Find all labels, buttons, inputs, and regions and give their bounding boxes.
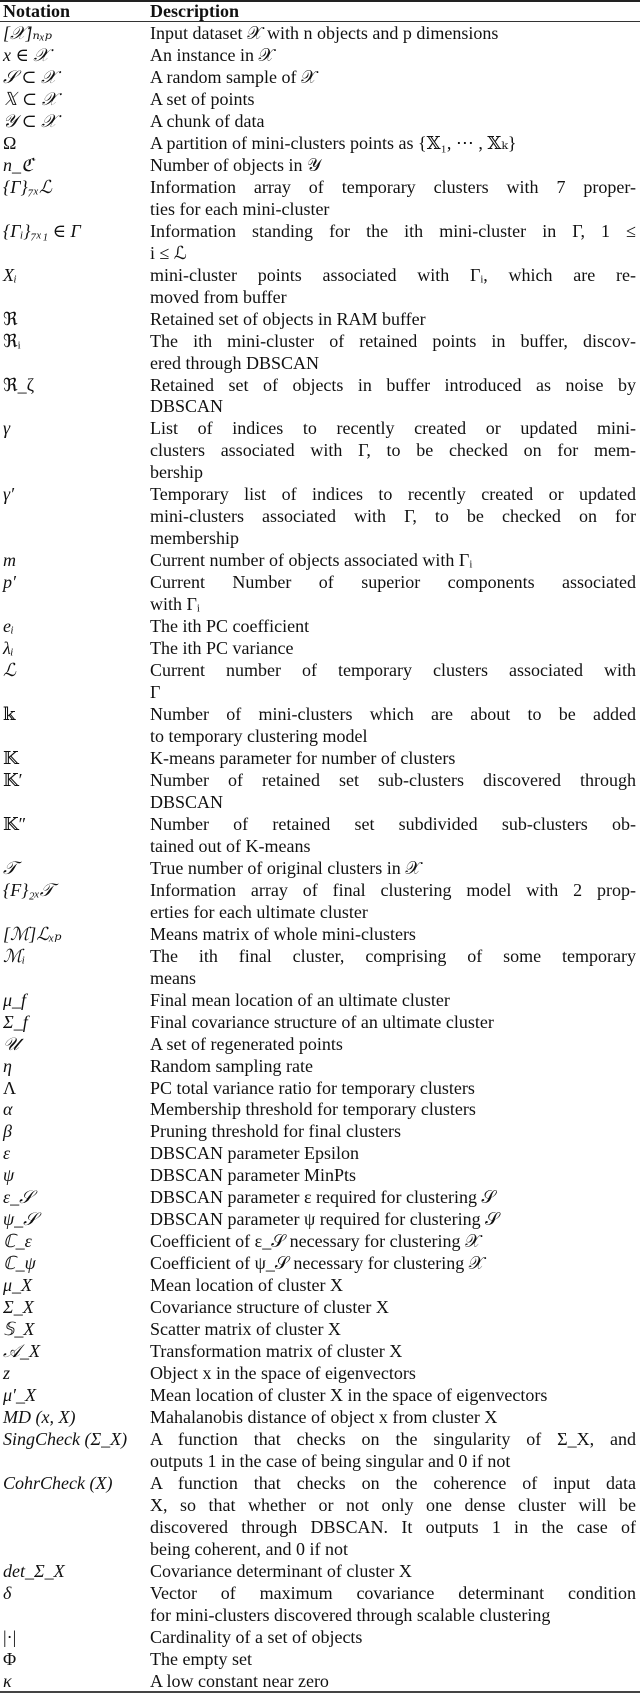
description-line: DBSCAN parameter ψ required for clustering 𝒮 <box>150 1209 500 1230</box>
description-line: Γ <box>150 682 161 703</box>
description-cell <box>150 924 636 946</box>
notation-cell: 𝕂 <box>3 747 19 768</box>
notation-cell: ℂ_ψ <box>3 1253 36 1274</box>
notation-cell: κ <box>3 1670 12 1691</box>
notation-cell: Φ <box>3 1648 17 1669</box>
table-row <box>0 1012 640 1034</box>
description-cell <box>150 858 636 880</box>
table-row <box>0 418 640 484</box>
description-cell <box>150 155 636 177</box>
description-cell <box>150 418 636 484</box>
header-notation: Notation <box>3 1 70 21</box>
description-cell <box>150 880 636 924</box>
description-line: for mini-clusters discovered through scalable clustering <box>150 1604 551 1625</box>
description-cell <box>150 89 636 111</box>
description-line: i ≤ ℒ <box>150 242 187 263</box>
description-line: Retained set of objects in RAM buffer <box>150 308 426 329</box>
description-cell <box>150 1209 636 1231</box>
table-header <box>0 1 640 21</box>
table-row <box>0 1363 640 1385</box>
description-cell <box>150 1034 636 1056</box>
description-line: An instance in 𝒳 <box>150 44 274 65</box>
description-line: moved from buffer <box>150 286 287 307</box>
description-line: DBSCAN parameter ε required for clustering 𝒮 <box>150 1187 496 1208</box>
description-line: A function that checks on the singularity of Σ_X, and <box>150 1429 636 1449</box>
description-cell <box>150 1341 636 1363</box>
description-cell <box>150 616 636 638</box>
notation-cell: μ_X <box>3 1275 33 1296</box>
notation-cell: η <box>3 1055 12 1076</box>
table-row <box>0 550 640 572</box>
description-line: clusters associated with Γ, to be checked on for mem- <box>150 440 636 461</box>
description-cell <box>150 484 636 550</box>
description-cell <box>150 704 636 748</box>
header-description: Description <box>150 1 239 21</box>
description-cell <box>150 67 636 89</box>
description-line: Information standing for the ith mini-cluster in Γ, 1 ≤ <box>150 220 636 241</box>
notation-cell: ℜᵢ <box>3 330 21 351</box>
table-row <box>0 1473 640 1561</box>
description-cell <box>150 1627 636 1649</box>
table-row <box>0 1385 640 1407</box>
description-cell <box>150 1165 636 1187</box>
description-line: DBSCAN parameter Epsilon <box>150 1143 359 1164</box>
description-cell <box>150 1649 636 1671</box>
description-line: Covariance structure of cluster X <box>150 1297 389 1318</box>
notation-cell: ℜ <box>3 308 18 329</box>
description-line: A low constant near zero <box>150 1670 329 1691</box>
description-cell <box>150 265 636 309</box>
table-row <box>0 1078 640 1100</box>
description-line: Final mean location of an ultimate cluster <box>150 989 450 1010</box>
description-cell <box>150 221 636 265</box>
description-line: erties for each ultimate cluster <box>150 901 368 922</box>
bottom-rule <box>0 1691 640 1693</box>
description-line: Number of objects in 𝒴 <box>150 154 322 175</box>
description-line: A function that checks on the coherence of input data <box>150 1472 636 1493</box>
notation-cell: {F}₂ₓ𝒯 <box>3 879 54 900</box>
notation-cell: Λ <box>3 1077 17 1098</box>
description-line: mini-cluster points associated with Γᵢ, which are re- <box>150 264 636 285</box>
notation-cell: Ω <box>3 132 17 153</box>
description-line: True number of original clusters in 𝒳 <box>150 857 421 878</box>
table-row <box>0 616 640 638</box>
notation-cell: α <box>3 1099 13 1120</box>
description-line: A set of regenerated points <box>150 1033 343 1054</box>
notation-cell: 𝒜_X <box>3 1341 41 1362</box>
table-row <box>0 1253 640 1275</box>
table-row <box>0 111 640 133</box>
description-cell <box>150 1429 636 1473</box>
description-line: A partition of mini-clusters points as {𝕏₁, ⋯ , 𝕏ₖ} <box>150 132 517 153</box>
notation-cell: μ_f <box>3 989 27 1010</box>
description-line: The ith PC coefficient <box>150 616 310 637</box>
description-line: Information array of final clustering model with 2 prop- <box>150 879 636 900</box>
description-line: The ith mini-cluster of retained points in buffer, discov- <box>150 330 636 351</box>
description-line: A chunk of data <box>150 110 265 131</box>
table-row <box>0 572 640 616</box>
description-cell <box>150 946 636 990</box>
notation-cell: Xᵢ <box>3 264 17 285</box>
table-row <box>0 1319 640 1341</box>
description-line: ered through DBSCAN <box>150 352 319 373</box>
table-row <box>0 660 640 704</box>
description-line: A random sample of 𝒳 <box>150 66 317 87</box>
table-row <box>0 1187 640 1209</box>
description-line: ties for each mini-cluster <box>150 198 330 219</box>
description-cell <box>150 1143 636 1165</box>
description-cell <box>150 1385 636 1407</box>
description-line: outputs 1 in the case of being singular and 0 if not <box>150 1450 511 1471</box>
notation-cell: γ <box>3 418 11 439</box>
description-line: Input dataset 𝒳 with n objects and p dimensions <box>150 23 499 43</box>
table-row <box>0 1649 640 1671</box>
description-line: tained out of K-means <box>150 835 311 856</box>
table-row <box>0 1143 640 1165</box>
description-cell <box>150 1297 636 1319</box>
description-cell <box>150 660 636 704</box>
notation-cell: z <box>3 1363 11 1384</box>
table-row <box>0 331 640 375</box>
notation-cell: [𝒳]ₙₓₚ <box>3 23 53 43</box>
description-line: K-means parameter for number of clusters <box>150 747 456 768</box>
description-line: Means matrix of whole mini-clusters <box>150 923 416 944</box>
notation-cell: ε_𝒮 <box>3 1187 34 1208</box>
notation-cell: eᵢ <box>3 616 14 637</box>
description-line: Number of retained set subdivided sub-clusters ob- <box>150 813 636 834</box>
notation-cell: CohrCheck (X) <box>3 1472 113 1493</box>
notation-cell: SingCheck (Σ_X) <box>3 1429 128 1449</box>
notation-cell: p′ <box>3 572 16 593</box>
description-cell <box>150 990 636 1012</box>
table-row <box>0 133 640 155</box>
description-line: Coefficient of ε_𝒮 necessary for clustering 𝒳 <box>150 1231 481 1252</box>
table-row <box>0 89 640 111</box>
description-line: The ith final cluster, comprising of some temporary <box>150 945 636 966</box>
description-cell <box>150 1056 636 1078</box>
notation-cell: ℜ_ζ <box>3 374 35 395</box>
notation-cell: λᵢ <box>3 638 14 659</box>
description-line: DBSCAN parameter MinPts <box>150 1165 356 1186</box>
description-line: Cardinality of a set of objects <box>150 1626 363 1647</box>
description-cell <box>150 572 636 616</box>
description-line: Current Number of superior components associated <box>150 572 636 593</box>
description-line: Information array of temporary clusters with 7 proper- <box>150 176 636 197</box>
table-row <box>0 704 640 748</box>
description-line: Current number of objects associated with Γᵢ <box>150 550 473 571</box>
description-line: to temporary clustering model <box>150 726 368 746</box>
description-line: Current number of temporary clusters associated with <box>150 660 636 681</box>
description-cell <box>150 1012 636 1034</box>
notation-cell: ℒ <box>3 660 16 681</box>
notation-cell: |·| <box>3 1626 17 1647</box>
notation-cell: Σ_X <box>3 1297 34 1318</box>
description-cell <box>150 1275 636 1297</box>
table-row <box>0 221 640 265</box>
table-row <box>0 638 640 660</box>
description-cell <box>150 1561 636 1583</box>
notation-cell: Σ_f <box>3 1011 28 1032</box>
notation-cell: {Γᵢ}₇ₓ₁ ∈ Γ <box>3 220 81 241</box>
table-row <box>0 770 640 814</box>
description-cell <box>150 1473 636 1561</box>
description-cell <box>150 1407 636 1429</box>
table-row <box>0 1034 640 1056</box>
notation-cell: 𝕏 ⊂ 𝒳 <box>3 88 58 109</box>
notation-cell: [ℳ]ℒₓₚ <box>3 923 62 944</box>
description-line: DBSCAN <box>150 396 224 417</box>
table-row <box>0 924 640 946</box>
description-cell <box>150 550 636 572</box>
description-line: bership <box>150 462 203 483</box>
description-cell <box>150 23 636 45</box>
description-line: List of indices to recently created or updated mini- <box>150 418 636 439</box>
description-cell <box>150 375 636 419</box>
description-line: PC total variance ratio for temporary clusters <box>150 1077 475 1098</box>
description-line: Final covariance structure of an ultimate cluster <box>150 1011 494 1032</box>
description-cell <box>150 1099 636 1121</box>
description-cell <box>150 638 636 660</box>
notation-cell: n_ℭ <box>3 154 34 175</box>
table-row <box>0 155 640 177</box>
description-cell <box>150 1187 636 1209</box>
table-row <box>0 1583 640 1627</box>
description-line: Temporary list of indices to recently created or updated <box>150 484 636 505</box>
table-row <box>0 1561 640 1583</box>
table-row <box>0 1209 640 1231</box>
description-line: Number of retained set sub-clusters discovered through <box>150 769 636 790</box>
description-line: Random sampling rate <box>150 1055 313 1076</box>
notation-cell: 𝕂′ <box>3 769 23 790</box>
notation-cell: ε <box>3 1143 11 1164</box>
description-line: mini-clusters associated with Γ, to be checked on for <box>150 506 636 527</box>
table-row <box>0 1407 640 1429</box>
notation-cell: ℳᵢ <box>3 945 26 966</box>
description-cell <box>150 177 636 221</box>
table-row <box>0 1297 640 1319</box>
description-cell <box>150 111 636 133</box>
notation-cell: 𝒯 <box>3 857 17 878</box>
description-cell <box>150 748 636 770</box>
table-row <box>0 858 640 880</box>
table-row <box>0 990 640 1012</box>
notation-cell: γ′ <box>3 484 15 505</box>
description-cell <box>150 45 636 67</box>
description-line: being coherent, and 0 if not <box>150 1538 348 1559</box>
description-line: Number of mini-clusters which are about to be added <box>150 704 636 725</box>
table-row <box>0 45 640 67</box>
table-row <box>0 748 640 770</box>
notation-cell: δ⃗ <box>3 1582 26 1603</box>
notation-cell: 𝒴 ⊂ 𝒳 <box>3 110 57 131</box>
description-cell <box>150 309 636 331</box>
description-line: The ith PC variance <box>150 638 294 659</box>
table-row <box>0 1671 640 1693</box>
header-rule <box>0 21 640 22</box>
notation-cell: 𝕂″ <box>3 813 27 834</box>
description-line: Mean location of cluster X in the space of eigenvectors <box>150 1385 548 1406</box>
description-line: Scatter matrix of cluster X <box>150 1319 341 1340</box>
table-row <box>0 1627 640 1649</box>
table-row <box>0 1165 640 1187</box>
notation-cell: ℂ_ε <box>3 1231 32 1252</box>
table-row <box>0 880 640 924</box>
notation-cell: 𝕊_X <box>3 1319 35 1340</box>
description-line: Coefficient of ψ_𝒮 necessary for clustering 𝒳 <box>150 1253 485 1274</box>
table-row <box>0 1429 640 1473</box>
description-cell <box>150 1319 636 1341</box>
notation-cell: x ∈ 𝒳 <box>3 44 49 65</box>
description-line: Object x in the space of eigenvectors <box>150 1363 416 1384</box>
description-cell <box>150 331 636 375</box>
table-row <box>0 67 640 89</box>
notation-cell: 𝕜 <box>3 704 16 725</box>
description-line: with Γᵢ <box>150 594 200 615</box>
description-cell <box>150 1253 636 1275</box>
description-line: The empty set <box>150 1648 252 1669</box>
notation-cell: det_Σ_X <box>3 1560 65 1581</box>
description-cell <box>150 133 636 155</box>
notation-cell: μ′_X <box>3 1385 36 1406</box>
description-line: X, so that whether or not only one dense cluster will be <box>150 1494 636 1515</box>
notation-cell: {Γ}₇ₓℒ <box>3 176 52 197</box>
description-line: means <box>150 967 196 988</box>
table-row <box>0 177 640 221</box>
notation-cell: β <box>3 1121 12 1142</box>
table-row <box>0 1099 640 1121</box>
description-line: Pruning threshold for final clusters <box>150 1121 401 1142</box>
notation-cell: ψ <box>3 1165 15 1186</box>
description-line: Membership threshold for temporary clusters <box>150 1099 476 1120</box>
notation-cell: ψ_𝒮 <box>3 1209 38 1230</box>
description-cell <box>150 1231 636 1253</box>
description-line: discovered through DBSCAN. It outputs 1 in the case of <box>150 1516 636 1537</box>
table-row <box>0 814 640 858</box>
description-line: Retained set of objects in buffer introduced as noise by <box>150 374 636 395</box>
table-row <box>0 1056 640 1078</box>
table-row <box>0 1121 640 1143</box>
table-row <box>0 1275 640 1297</box>
description-line: Covariance determinant of cluster X <box>150 1560 412 1581</box>
table-row <box>0 946 640 990</box>
table-row <box>0 484 640 550</box>
table-row <box>0 1231 640 1253</box>
description-line: Mahalanobis distance of object x from cluster X <box>150 1407 498 1428</box>
notation-cell: 𝒮 ⊂ 𝒳 <box>3 66 57 87</box>
description-cell <box>150 1583 636 1627</box>
notation-cell: m <box>3 550 16 571</box>
description-cell <box>150 1078 636 1100</box>
notation-cell: 𝒰 <box>3 1033 20 1054</box>
notation-cell: MD (x, X) <box>3 1407 76 1428</box>
description-line: Transformation matrix of cluster X <box>150 1341 403 1362</box>
description-line: Vector of maximum covariance determinant condition <box>150 1582 636 1603</box>
table-row <box>0 375 640 419</box>
description-cell <box>150 770 636 814</box>
description-line: A set of points <box>150 88 255 109</box>
table-row <box>0 1341 640 1363</box>
description-cell <box>150 1363 636 1385</box>
table-body <box>0 23 640 1693</box>
description-line: membership <box>150 528 239 549</box>
table-row <box>0 23 640 45</box>
description-cell <box>150 814 636 858</box>
description-cell <box>150 1671 636 1693</box>
description-cell <box>150 1121 636 1143</box>
description-line: DBSCAN <box>150 791 224 812</box>
description-line: Mean location of cluster X <box>150 1275 343 1296</box>
table-row <box>0 265 640 309</box>
table-row <box>0 309 640 331</box>
